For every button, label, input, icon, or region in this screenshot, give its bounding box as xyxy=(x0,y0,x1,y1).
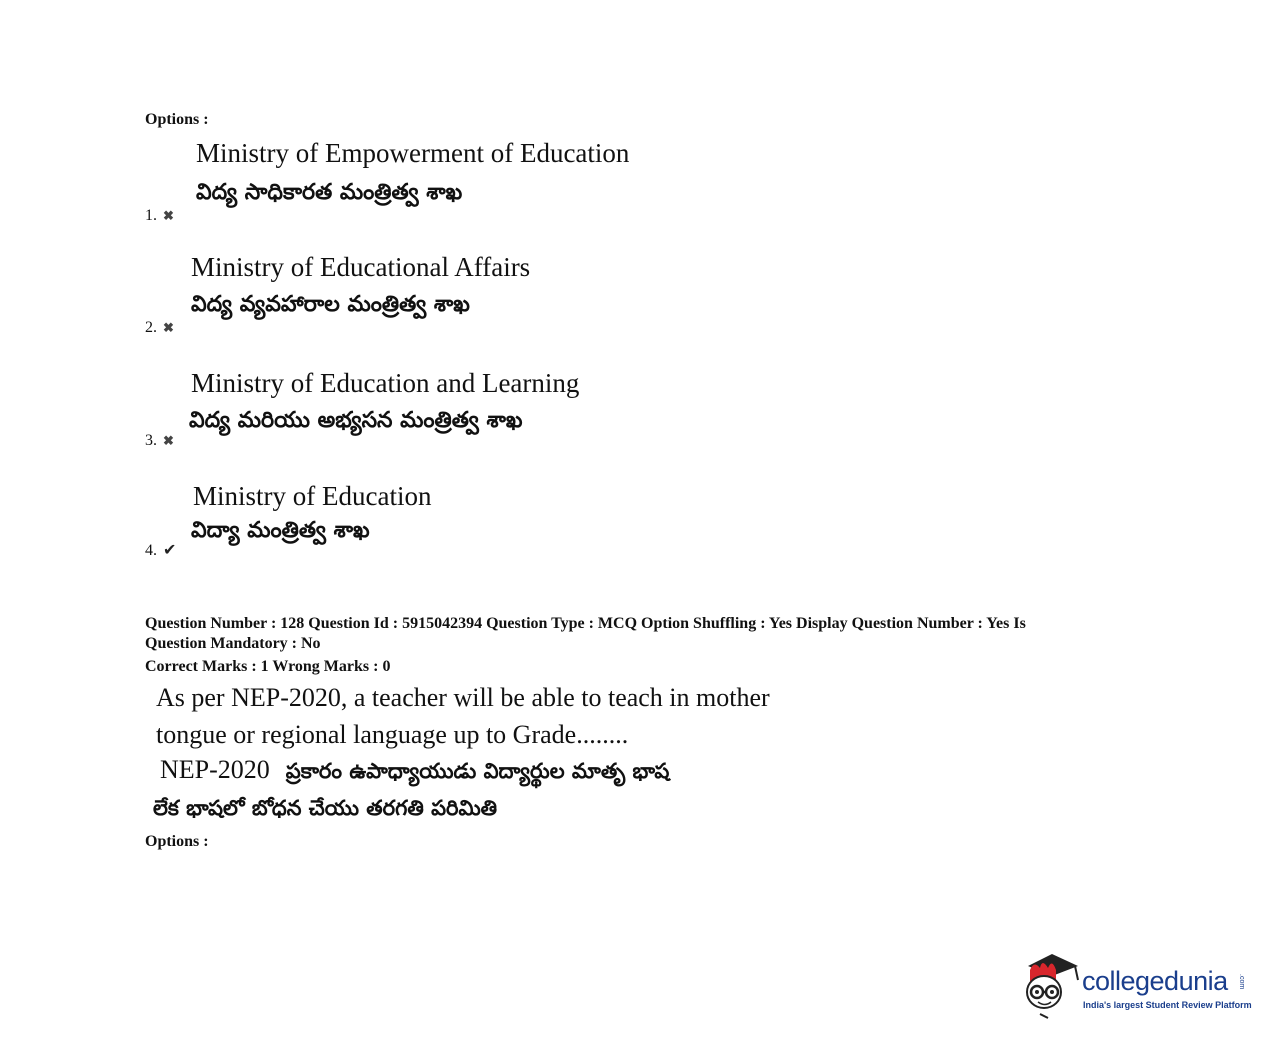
options-label: Options : xyxy=(145,833,209,850)
question-meta-line1: Question Number : 128 Question Id : 5915042394 Question Type : MCQ Option Shuffling : Yes Display Question Number : Yes Is xyxy=(145,615,1026,632)
question-telugu-line1: NEP-2020 ప్రకారం ఉపాధ్యాయుడు విద్యార్థుల మాతృ భాష xyxy=(160,755,670,784)
option-3-telugu: విద్య మరియు అభ్యసన మంత్రిత్వ శాఖ xyxy=(189,408,523,433)
option-1-number: 1. ✖ xyxy=(145,207,174,224)
option-4-english: Ministry of Education xyxy=(193,481,432,511)
mascot-icon xyxy=(1020,952,1082,1020)
check-icon: ✔ xyxy=(163,542,177,559)
option-2-english: Ministry of Educational Affairs xyxy=(191,252,531,282)
collegedunia-logo xyxy=(1020,952,1260,1020)
option-4-number: 4. ✔ xyxy=(145,542,177,559)
cross-icon: ✖ xyxy=(163,320,174,335)
option-3-english: Ministry of Education and Learning xyxy=(191,368,580,398)
options-label: Options : xyxy=(145,111,209,128)
option-2-telugu: విద్య వ్యవహారాల మంత్రిత్వ శాఖ xyxy=(191,292,470,317)
logo-tagline: India's largest Student Review Platform xyxy=(1083,1000,1252,1010)
question-marks: Correct Marks : 1 Wrong Marks : 0 xyxy=(145,658,391,675)
cross-icon: ✖ xyxy=(163,433,174,448)
logo-wordmark: collegedunia xyxy=(1082,966,1228,996)
logo-suffix: .com xyxy=(1238,974,1245,990)
option-4-telugu: విద్యా మంత్రిత్వ శాఖ xyxy=(191,518,370,543)
option-1-telugu: విద్య సాధికారత మంత్రిత్వ శాఖ xyxy=(196,180,463,205)
option-2-number: 2. ✖ xyxy=(145,319,174,336)
option-1-english: Ministry of Empowerment of Education xyxy=(196,138,630,168)
question-english-line1: As per NEP-2020, a teacher will be able to teach in mother xyxy=(156,683,770,712)
question-telugu-line2: లేక భాషలో బోధన చేయు తరగతి పరిమితి xyxy=(153,796,498,820)
question-meta-line2: Question Mandatory : No xyxy=(145,635,321,652)
option-3-number: 3. ✖ xyxy=(145,432,174,449)
question-english-line2: tongue or regional language up to Grade........ xyxy=(156,720,629,749)
cross-icon: ✖ xyxy=(163,208,174,223)
